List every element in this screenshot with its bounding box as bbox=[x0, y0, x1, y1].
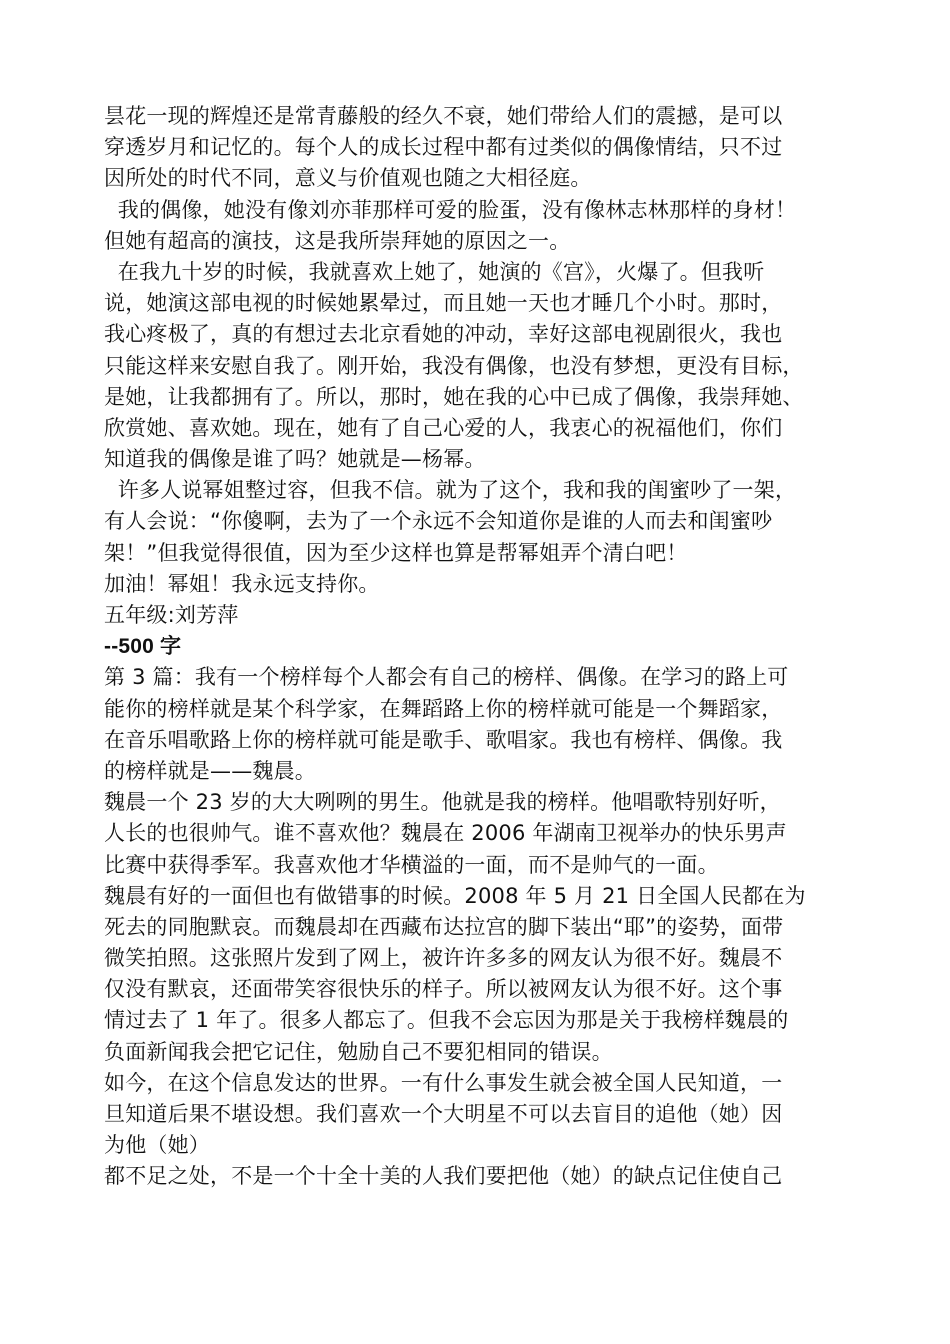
article-heading-line: 第 3 篇：我有一个榜样每个人都会有自己的榜样、偶像。在学习的路上可 bbox=[104, 665, 789, 690]
document-body bbox=[104, 101, 864, 1193]
text-line: 仅没有默哀，还面带笑容很快乐的样子。所以被网友认为很不好。这个事 bbox=[104, 977, 783, 1002]
text-line: 是她，让我都拥有了。所以，那时，她在我的心中已成了偶像，我崇拜她、 bbox=[104, 384, 804, 409]
text-line: 魏晨一个 23 岁的大大咧咧的男生。他就是我的榜样。他唱歌特别好听， bbox=[104, 790, 781, 815]
text-line: 我的偶像，她没有像刘亦菲那样可爱的脸蛋，没有像林志林那样的身材！ bbox=[104, 197, 797, 222]
text-line: 知道我的偶像是谁了吗？她就是—杨幂。 bbox=[104, 447, 486, 472]
text-line: 我心疼极了，真的有想过去北京看她的冲动，幸好这部电视剧很火，我也 bbox=[104, 322, 783, 347]
text-line: 但她有超高的演技，这是我所崇拜她的原因之一。 bbox=[104, 228, 571, 253]
text-line: 负面新闻我会把它记住，勉励自己不要犯相同的错误。 bbox=[104, 1039, 613, 1064]
text-line: 有人会说：“你傻啊，去为了一个永远不会知道你是谁的人而去和闺蜜吵 bbox=[104, 509, 773, 534]
text-line: 微笑拍照。这张照片发到了网上，被许许多多的网友认为很不好。魏晨不 bbox=[104, 946, 783, 971]
text-line: 死去的同胞默哀。而魏晨却在西藏布达拉宫的脚下装出“耶”的姿势，面带 bbox=[104, 914, 784, 939]
text-line: 加油！幂姐！我永远支持你。 bbox=[104, 571, 380, 596]
text-line: 都不足之处，不是一个十全十美的人我们要把他（她）的缺点记住使自己 bbox=[104, 1164, 783, 1189]
text-line: 在音乐唱歌路上你的榜样就可能是歌手、歌唱家。我也有榜样、偶像。我 bbox=[104, 727, 783, 752]
text-line: 欣赏她、喜欢她。现在，她有了自己心爱的人，我衷心的祝福他们，你们 bbox=[104, 415, 783, 440]
text-line: 为他（她） bbox=[104, 1133, 210, 1158]
text-line: 魏晨有好的一面但也有做错事的时候。2008 年 5 月 21 日全国人民都在为 bbox=[104, 883, 806, 908]
text-line: 比赛中获得季军。我喜欢他才华横溢的一面，而不是帅气的一面。 bbox=[104, 852, 719, 877]
text-line: 旦知道后果不堪设想。我们喜欢一个大明星不可以去盲目的追他（她）因 bbox=[104, 1102, 783, 1126]
text-line: 架！”但我觉得很值，因为至少这样也算是帮幂姐弄个清白吧！ bbox=[104, 540, 688, 565]
text-line: 情过去了 1 年了。很多人都忘了。但我不会忘因为那是关于我榜样魏晨的 bbox=[104, 1008, 789, 1033]
text-line: 只能这样来安慰自我了。刚开始，我没有偶像，也没有梦想，更没有目标， bbox=[104, 353, 804, 378]
text-line: 如今，在这个信息发达的世界。一有什么事发生就会被全国人民知道，一 bbox=[104, 1070, 783, 1095]
text-line: 在我九十岁的时候，我就喜欢上她了，她演的《宫》，火爆了。但我听 bbox=[104, 259, 765, 284]
text-line: 说，她演这部电视的时候她累晕过，而且她一天也才睡几个小时。那时， bbox=[104, 291, 783, 316]
text-line: 的榜样就是——魏晨。 bbox=[104, 758, 316, 783]
text-line: 穿透岁月和记忆的。每个人的成长过程中都有过类似的偶像情结，只不过 bbox=[104, 135, 783, 160]
word-count-line: --500 字 bbox=[104, 635, 182, 659]
author-line: 五年级:刘芳萍 bbox=[104, 603, 239, 627]
text-line: 因所处的时代不同，意义与价值观也随之大相径庭。 bbox=[104, 166, 592, 191]
text-line: 昙花一现的辉煌还是常青藤般的经久不衰，她们带给人们的震撼，是可以 bbox=[104, 104, 783, 128]
text-line: 人长的也很帅气。谁不喜欢他？魏晨在 2006 年湖南卫视举办的快乐男声 bbox=[104, 821, 787, 846]
text-line: 能你的榜样就是某个科学家，在舞蹈路上你的榜样就可能是一个舞蹈家， bbox=[104, 696, 783, 721]
text-line: 许多人说幂姐整过容，但我不信。就为了这个，我和我的闺蜜吵了一架， bbox=[104, 478, 797, 503]
